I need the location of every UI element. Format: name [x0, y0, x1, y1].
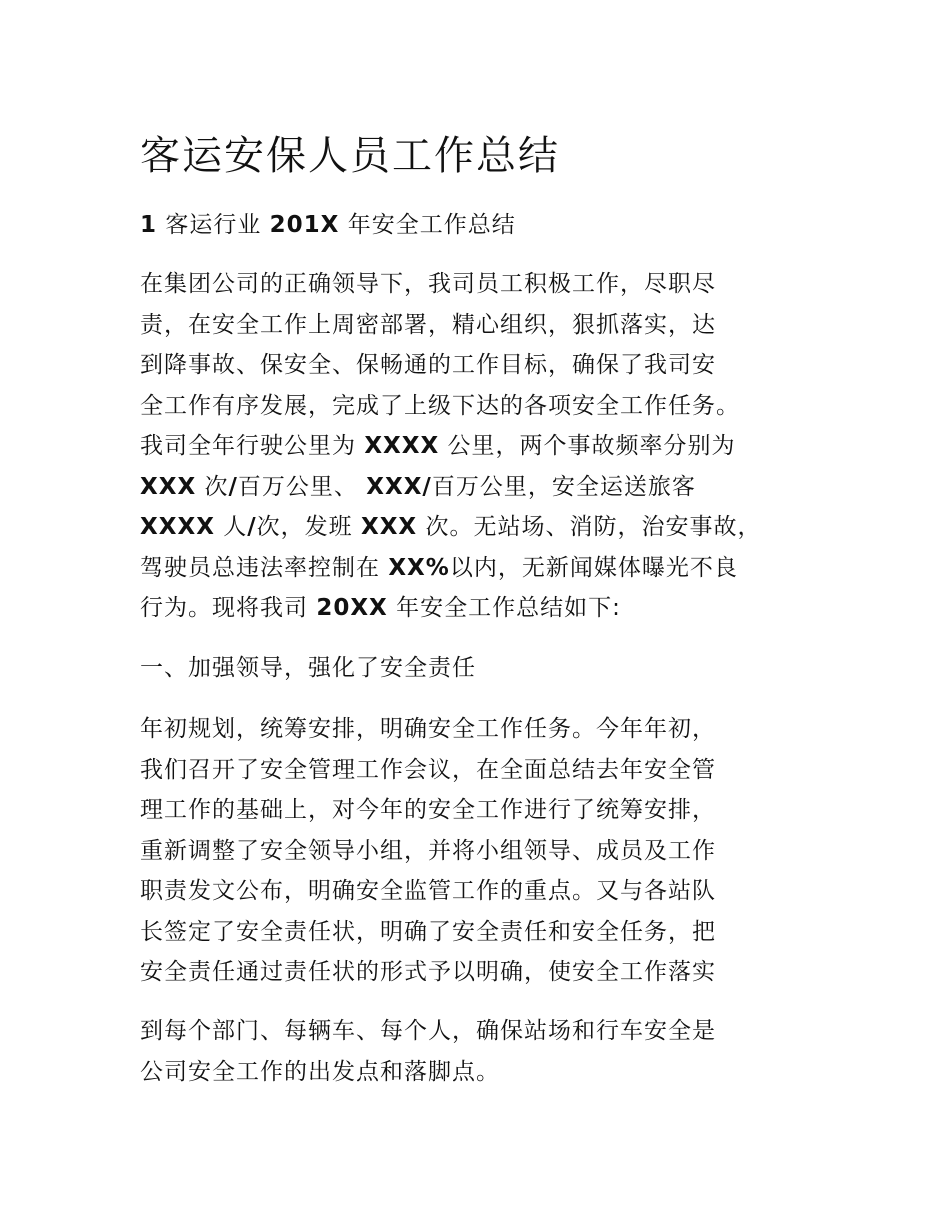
- text-run: 我司全年行驶公里为: [140, 433, 365, 459]
- text-run: 驾驶员总违法率控制在: [140, 554, 389, 581]
- bold-value: 20XX: [316, 595, 388, 621]
- bold-value: XXX: [140, 473, 197, 500]
- text-run: 次: [196, 473, 229, 500]
- paragraph-line: 责，在安全工作上周密部署，精心组织，狠抓落实，达: [140, 311, 716, 338]
- bold-value: XXXX: [140, 514, 215, 540]
- subtitle-year: 201X: [269, 212, 340, 238]
- bold-slash: /: [228, 473, 238, 500]
- paragraph-line: [140, 588, 820, 629]
- paragraph-line: 年初规划，统筹安排，明确安全工作任务。今年年初，: [140, 716, 716, 742]
- section-heading: [140, 648, 820, 689]
- paragraph-line: 在集团公司的正确领导下，我司员工积极工作，尽职尽: [140, 271, 716, 297]
- text-run: 以内，无新闻媒体曝光不良: [449, 554, 738, 581]
- paragraph-line: 理工作的基础上，对今年的安全工作进行了统筹安排，: [140, 797, 716, 823]
- paragraph-line: 到降事故、保安全、保畅通的工作目标，确保了我司安: [140, 352, 716, 378]
- bold-slash: /: [247, 514, 257, 540]
- text-run: 次，发班: [256, 514, 361, 540]
- paragraph-line: [140, 507, 820, 548]
- text-run: 百万公里、: [237, 473, 367, 500]
- text-run: 年安全工作总结如下:: [387, 595, 621, 621]
- paragraph-line: 全工作有序发展，完成了上级下达的各项安全工作任务。: [140, 392, 740, 419]
- paragraph-line: 职责发文公布，明确安全监管工作的重点。又与各站队: [140, 878, 716, 904]
- paragraph-line: 重新调整了安全领导小组，并将小组领导、成员及工作: [140, 837, 716, 864]
- subtitle-number: 1: [140, 212, 158, 238]
- paragraph-line: 到每个部门、每辆车、每个人，确保站场和行车安全是: [140, 1018, 716, 1044]
- paragraph-line: 我们召开了安全管理工作会议，在全面总结去年安全管: [140, 756, 716, 783]
- paragraph-line: 安全责任通过责任状的形式予以明确，使安全工作落实: [140, 959, 716, 985]
- paragraph-line: 长签定了安全责任状，明确了安全责任和安全任务，把: [140, 918, 716, 945]
- paragraph-intro: [140, 264, 820, 629]
- paragraph-line: [140, 426, 820, 467]
- paragraph-leadership: [140, 709, 820, 993]
- subtitle-text-2: 年安全工作总结: [339, 212, 516, 238]
- text-run: 次。无站场、消防，治安事故，: [417, 514, 762, 540]
- bold-value: XXX: [360, 514, 418, 540]
- heading-text: 一、加强领导，强化了安全责任: [140, 655, 476, 681]
- text-run: 公里，两个事故频率分别为: [439, 433, 736, 459]
- text-run: 行为。现将我司: [140, 595, 317, 621]
- subtitle-text-1: 客运行业: [157, 212, 270, 238]
- paragraph-line: [140, 467, 820, 508]
- paragraph-line: [140, 548, 820, 589]
- section-subtitle: [140, 209, 516, 241]
- document-title: 客运安保人员工作总结: [140, 133, 560, 179]
- paragraph-line: 公司安全工作的出发点和落脚点。: [140, 1058, 500, 1085]
- bold-value: XXX/: [366, 473, 432, 500]
- text-run: 百万公里，安全运送旅客: [431, 473, 696, 500]
- text-run: 人: [214, 514, 248, 540]
- paragraph-continuation: [140, 1011, 820, 1092]
- bold-value: XX%: [388, 554, 450, 581]
- bold-value: XXXX: [364, 433, 440, 459]
